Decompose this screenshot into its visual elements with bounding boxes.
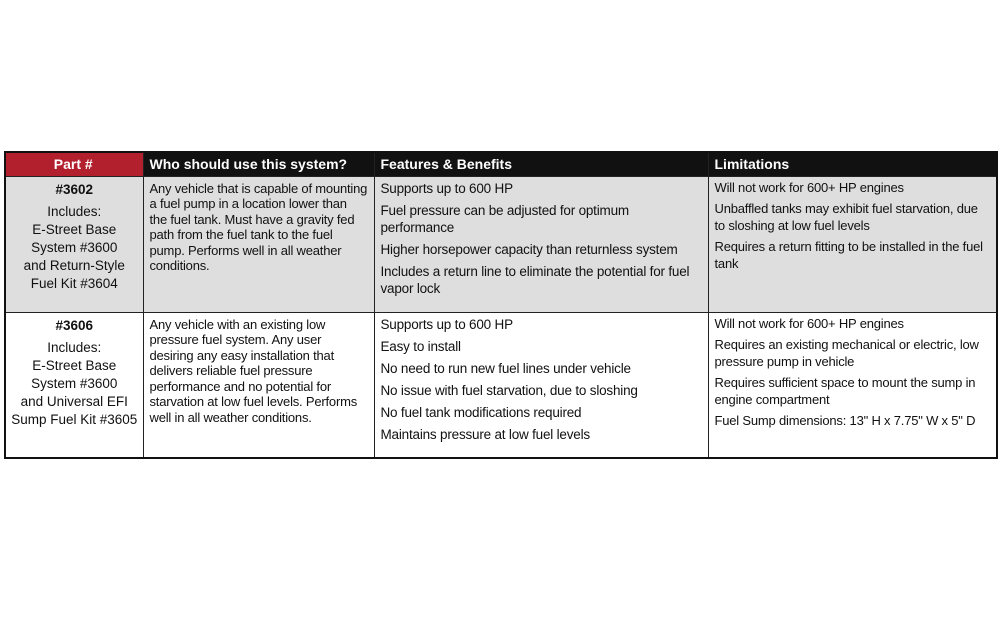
- feature-item: Easy to install: [380, 338, 461, 354]
- who-should-use-cell: Any vehicle with an existing low pressure fuel system. Any user desiring any easy installation that delivers reliable fuel pressure performance and no potential for starvation at low fuel levels. Performs well in all weather conditions.: [143, 312, 374, 458]
- limitation-item: Will not work for 600+ HP engines: [714, 179, 904, 195]
- part-number: #3606: [55, 317, 94, 333]
- header-features-benefits: Features & Benefits: [374, 152, 708, 176]
- limitation-item: Will not work for 600+ HP engines: [714, 315, 904, 331]
- feature-item: Higher horsepower capacity than returnless system: [380, 241, 678, 257]
- table-row: [5, 176, 997, 312]
- limitations-list: [715, 316, 991, 430]
- who-should-use-cell: Any vehicle that is capable of mounting a fuel pump in a location lower than the fuel tank. Must have a gravity fed path from the fuel tank to the fuel pump. Performs well in all weather conditions.: [143, 176, 374, 312]
- limitation-item: Fuel Sump dimensions: 13" H x 7.75" W x 5" D: [714, 413, 976, 428]
- feature-item: Supports up to 600 HP: [380, 316, 513, 332]
- feature-item: Fuel pressure can be adjusted for optimum performance: [380, 202, 629, 235]
- feature-item: No fuel tank modifications required: [380, 404, 582, 420]
- table-header: [5, 152, 997, 176]
- part-number: #3602: [55, 181, 94, 197]
- feature-item: No issue with fuel starvation, due to sloshing: [380, 382, 638, 398]
- part-cell: [5, 176, 143, 312]
- feature-item: Maintains pressure at low fuel levels: [380, 426, 590, 442]
- header-limitations: Limitations: [708, 152, 997, 176]
- limitations-cell: [708, 312, 997, 458]
- part-description: Includes: E-Street Base System #3600 and Return-Style Fuel Kit #3604: [23, 203, 125, 291]
- limitation-item: Unbaffled tanks may exhibit fuel starvation, due to sloshing at low fuel levels: [714, 201, 978, 233]
- features-cell: [374, 176, 708, 312]
- header-row: [5, 152, 997, 176]
- features-list: [381, 180, 702, 297]
- features-list: [381, 316, 702, 443]
- part-cell: [5, 312, 143, 458]
- part-description: Includes: E-Street Base System #3600 and Universal EFI Sump Fuel Kit #3605: [11, 339, 138, 427]
- limitation-item: Requires sufficient space to mount the sump in engine compartment: [714, 375, 976, 407]
- limitations-list: [715, 180, 991, 273]
- feature-item: Includes a return line to eliminate the potential for fuel vapor lock: [380, 263, 690, 296]
- limitation-item: Requires an existing mechanical or electric, low pressure pump in vehicle: [714, 337, 979, 369]
- features-cell: [374, 312, 708, 458]
- table-row: [5, 312, 997, 458]
- fuel-system-comparison-table: [4, 151, 998, 459]
- header-part-number: Part #: [5, 152, 143, 176]
- limitations-cell: [708, 176, 997, 312]
- header-who-should-use: Who should use this system?: [143, 152, 374, 176]
- feature-item: No need to run new fuel lines under vehicle: [380, 360, 631, 376]
- feature-item: Supports up to 600 HP: [380, 180, 513, 196]
- limitation-item: Requires a return fitting to be installed in the fuel tank: [714, 239, 983, 271]
